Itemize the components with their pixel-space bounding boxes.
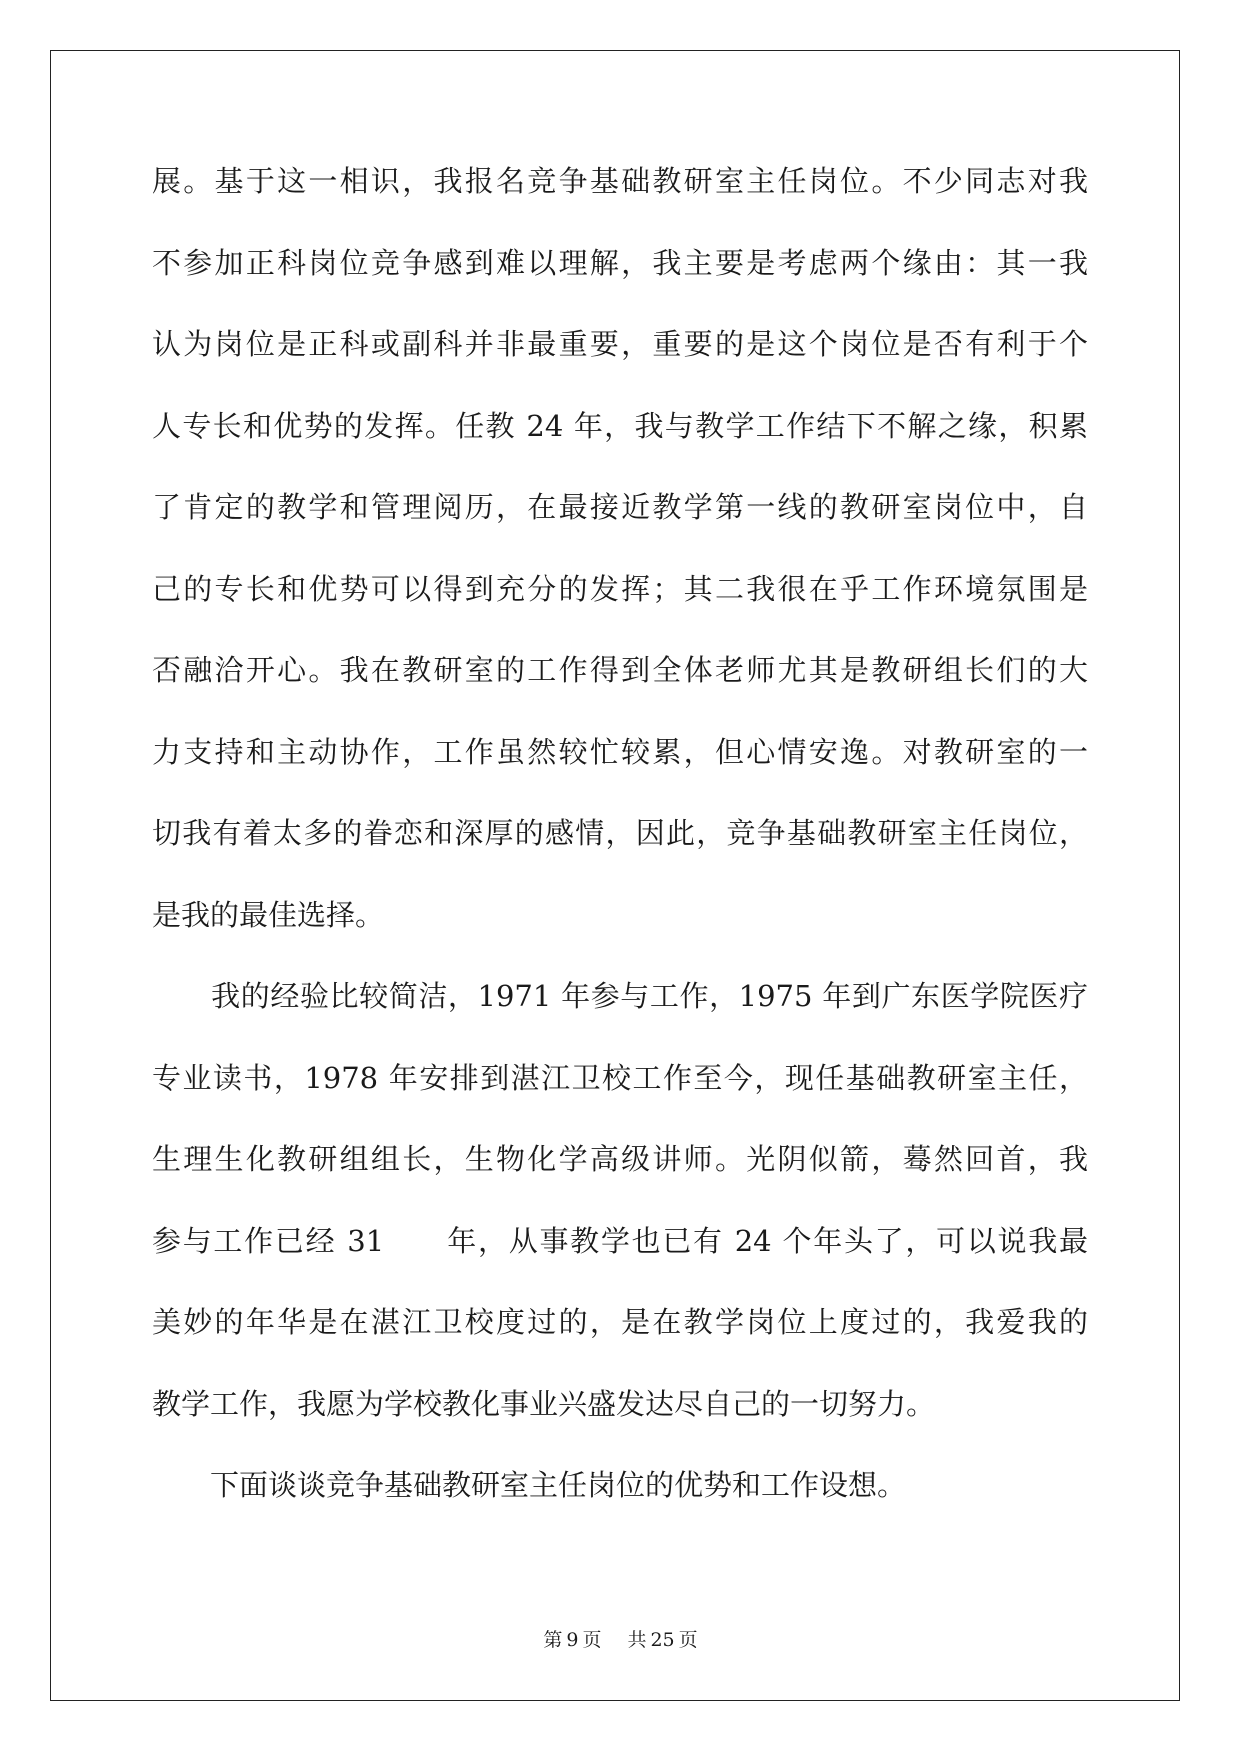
text-line: 教学工作，我愿为学校教化事业兴盛发达尽自己的一切努力。: [152, 1386, 936, 1421]
total-label-suffix: 页: [678, 1629, 698, 1651]
document-body: [152, 160, 1088, 1546]
text-line: 不参加正科岗位竞争感到难以理解，我主要是考虑两个缘由：其一我: [152, 245, 1088, 280]
text-line: 否融洽开心。我在教研室的工作得到全体老师尤其是教研组长们的大: [152, 653, 1088, 687]
text-line: 了肯定的教学和管理阅历，在最接近教学第一线的教研室岗位中，自: [152, 490, 1088, 524]
total-label-prefix: 共: [627, 1629, 647, 1651]
text-line: 我的经验比较简洁，1971 年参与工作，1975 年到广东医学院医疗: [152, 979, 1088, 1013]
text-line: 专业读书，1978 年安排到湛江卫校工作至今，现任基础教研室主任，: [152, 1060, 1088, 1095]
text-line: 下面谈谈竞争基础教研室主任岗位的优势和工作设想。: [152, 1468, 907, 1502]
text-line: 切我有着太多的眷恋和深厚的感情，因此，竞争基础教研室主任岗位，: [152, 816, 1088, 850]
text-line: 认为岗位是正科或副科并非最重要，重要的是这个岗位是否有利于个: [152, 327, 1088, 361]
text-line: 展。基于这一相识，我报名竞争基础教研室主任岗位。不少同志对我: [152, 164, 1088, 198]
text-line: 己的专长和优势可以得到充分的发挥；其二我很在乎工作环境氛围是: [152, 571, 1088, 606]
text-line: 人专长和优势的发挥。任教 24 年，我与教学工作结下不解之缘，积累: [152, 408, 1088, 443]
text-line: 是我的最佳选择。: [152, 897, 385, 932]
page-number: 9: [566, 1629, 579, 1651]
page-label-suffix: 页: [582, 1629, 602, 1651]
text-line: 生理生化教研组组长，生物化学高级讲师。光阴似箭，蓦然回首，我: [152, 1142, 1088, 1176]
text-line: 力支持和主动协作，工作虽然较忙较累，但心情安逸。对教研室的一: [152, 734, 1088, 769]
text-line: 美妙的年华是在湛江卫校度过的，是在教学岗位上度过的，我爱我的: [152, 1305, 1088, 1339]
text-line: 参与工作已经 31 年，从事教学也已有 24 个年头了，可以说我最: [152, 1223, 1088, 1258]
page-label-prefix: 第: [543, 1629, 563, 1651]
page-footer: [0, 1625, 1241, 1652]
total-pages: 25: [650, 1629, 675, 1651]
